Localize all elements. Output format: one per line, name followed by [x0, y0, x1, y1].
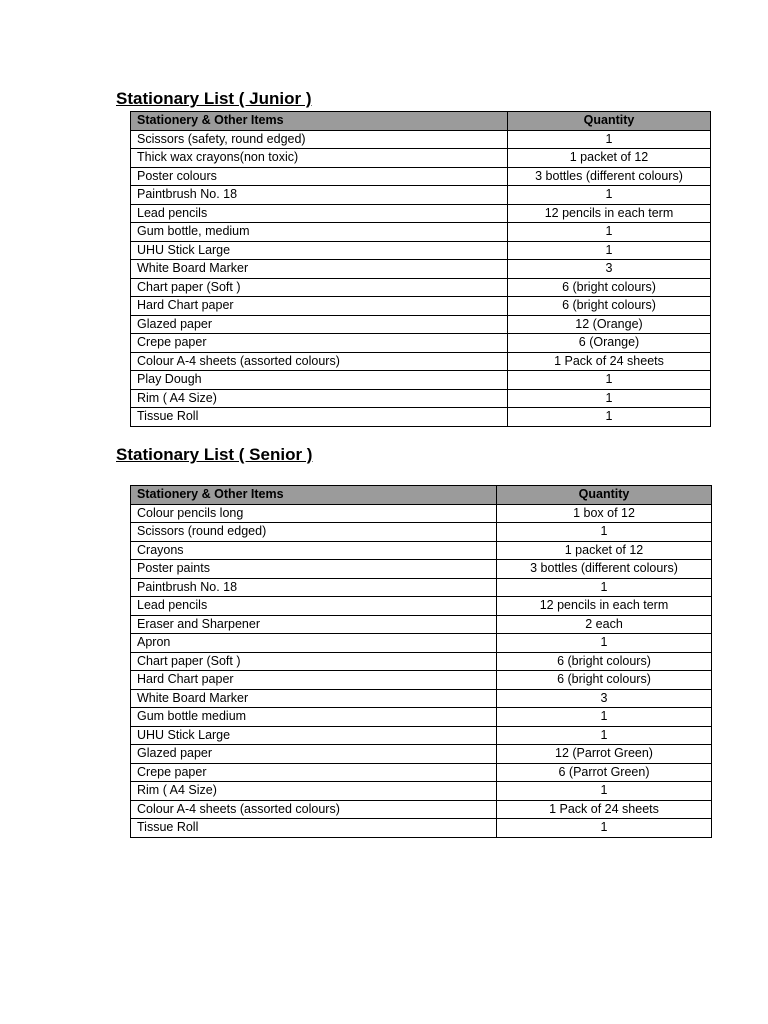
table-row: [131, 334, 711, 353]
item-cell: Glazed paper: [131, 315, 508, 334]
item-cell: Colour pencils long: [131, 504, 497, 523]
item-cell: Rim ( A4 Size): [131, 389, 508, 408]
table-row: [131, 671, 712, 690]
table-row: [131, 149, 711, 168]
item-cell: Chart paper (Soft ): [131, 278, 508, 297]
item-cell: Glazed paper: [131, 745, 497, 764]
item-cell: Paintbrush No. 18: [131, 186, 508, 205]
item-cell: UHU Stick Large: [131, 241, 508, 260]
quantity-cell: 12 (Parrot Green): [497, 745, 712, 764]
item-cell: UHU Stick Large: [131, 726, 497, 745]
item-cell: Apron: [131, 634, 497, 653]
junior-list-title: Stationary List ( Junior ): [116, 89, 312, 108]
quantity-cell: 1: [508, 371, 711, 390]
quantity-cell: 1: [497, 708, 712, 727]
quantity-cell: 6 (bright colours): [508, 278, 711, 297]
item-column-header: Stationery & Other Items: [131, 486, 497, 505]
item-cell: Colour A-4 sheets (assorted colours): [131, 352, 508, 371]
senior-list-title: Stationary List ( Senior ): [116, 445, 313, 464]
item-cell: White Board Marker: [131, 689, 497, 708]
item-cell: Poster paints: [131, 560, 497, 579]
quantity-cell: 1 packet of 12: [497, 541, 712, 560]
item-cell: Paintbrush No. 18: [131, 578, 497, 597]
table-row: [131, 371, 711, 390]
table-row: [131, 389, 711, 408]
table-row: [131, 597, 712, 616]
quantity-cell: 1 Pack of 24 sheets: [508, 352, 711, 371]
quantity-cell: 1: [497, 726, 712, 745]
item-cell: Crepe paper: [131, 763, 497, 782]
quantity-cell: 1: [508, 130, 711, 149]
item-cell: Chart paper (Soft ): [131, 652, 497, 671]
table-row: [131, 689, 712, 708]
table-row: [131, 130, 711, 149]
quantity-cell: 1: [508, 223, 711, 242]
table-row: [131, 615, 712, 634]
quantity-cell: 1 packet of 12: [508, 149, 711, 168]
quantity-cell: 3: [497, 689, 712, 708]
item-cell: Crepe paper: [131, 334, 508, 353]
quantity-column-header: Quantity: [497, 486, 712, 505]
table-row: [131, 560, 712, 579]
item-cell: Hard Chart paper: [131, 297, 508, 316]
table-row: [131, 523, 712, 542]
quantity-cell: 2 each: [497, 615, 712, 634]
quantity-cell: 1: [497, 819, 712, 838]
quantity-cell: 3 bottles (different colours): [508, 167, 711, 186]
junior-stationery-table: [130, 111, 711, 427]
table-row: [131, 204, 711, 223]
item-cell: Scissors (safety, round edged): [131, 130, 508, 149]
quantity-cell: 12 pencils in each term: [497, 597, 712, 616]
item-column-header: Stationery & Other Items: [131, 112, 508, 131]
quantity-cell: 1: [497, 523, 712, 542]
table-row: [131, 408, 711, 427]
quantity-cell: 1: [508, 389, 711, 408]
quantity-cell: 3 bottles (different colours): [497, 560, 712, 579]
table-header-row: [131, 112, 711, 131]
item-cell: Lead pencils: [131, 597, 497, 616]
table-row: [131, 223, 711, 242]
table-row: [131, 260, 711, 279]
item-cell: Colour A-4 sheets (assorted colours): [131, 800, 497, 819]
table-row: [131, 541, 712, 560]
table-row: [131, 186, 711, 205]
table-row: [131, 819, 712, 838]
quantity-cell: 12 (Orange): [508, 315, 711, 334]
quantity-cell: 1: [508, 186, 711, 205]
item-cell: White Board Marker: [131, 260, 508, 279]
table-row: [131, 726, 712, 745]
item-cell: Eraser and Sharpener: [131, 615, 497, 634]
item-cell: Gum bottle, medium: [131, 223, 508, 242]
quantity-cell: 6 (Parrot Green): [497, 763, 712, 782]
quantity-cell: 1: [497, 634, 712, 653]
table-row: [131, 297, 711, 316]
table-row: [131, 745, 712, 764]
table-header-row: [131, 486, 712, 505]
table-row: [131, 241, 711, 260]
table-row: [131, 352, 711, 371]
item-cell: Gum bottle medium: [131, 708, 497, 727]
table-row: [131, 634, 712, 653]
quantity-cell: 6 (bright colours): [508, 297, 711, 316]
table-row: [131, 763, 712, 782]
senior-stationery-table: [130, 485, 712, 838]
quantity-cell: 12 pencils in each term: [508, 204, 711, 223]
quantity-cell: 1 box of 12: [497, 504, 712, 523]
table-row: [131, 167, 711, 186]
quantity-cell: 6 (Orange): [508, 334, 711, 353]
quantity-cell: 6 (bright colours): [497, 652, 712, 671]
table-row: [131, 278, 711, 297]
table-row: [131, 782, 712, 801]
item-cell: Tissue Roll: [131, 408, 508, 427]
table-row: [131, 652, 712, 671]
quantity-cell: 6 (bright colours): [497, 671, 712, 690]
item-cell: Scissors (round edged): [131, 523, 497, 542]
table-row: [131, 504, 712, 523]
table-row: [131, 578, 712, 597]
quantity-column-header: Quantity: [508, 112, 711, 131]
quantity-cell: 1: [508, 241, 711, 260]
item-cell: Lead pencils: [131, 204, 508, 223]
item-cell: Thick wax crayons(non toxic): [131, 149, 508, 168]
item-cell: Play Dough: [131, 371, 508, 390]
item-cell: Hard Chart paper: [131, 671, 497, 690]
quantity-cell: 1: [508, 408, 711, 427]
quantity-cell: 1: [497, 782, 712, 801]
table-row: [131, 708, 712, 727]
table-row: [131, 800, 712, 819]
item-cell: Poster colours: [131, 167, 508, 186]
quantity-cell: 1: [497, 578, 712, 597]
quantity-cell: 1 Pack of 24 sheets: [497, 800, 712, 819]
item-cell: Rim ( A4 Size): [131, 782, 497, 801]
quantity-cell: 3: [508, 260, 711, 279]
item-cell: Tissue Roll: [131, 819, 497, 838]
table-row: [131, 315, 711, 334]
item-cell: Crayons: [131, 541, 497, 560]
